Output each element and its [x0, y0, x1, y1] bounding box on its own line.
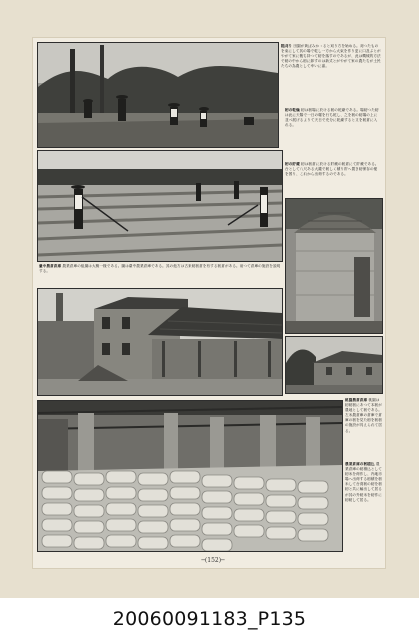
- photo-taoyuan-warehouse: [285, 336, 383, 394]
- caption-title: 稲刈り: [281, 44, 293, 48]
- magazine-page: [33, 38, 385, 568]
- photo-storage-bin: [285, 198, 383, 334]
- page-number: ─(152)─: [201, 557, 225, 564]
- caption-title: 桃園農倉倉庫: [345, 398, 368, 402]
- caption-title: 農業倉庫の籾積込: [345, 462, 375, 466]
- caption-body: 籾は籾場に於ける籾の乾燥である。場籾つた籾は此に天陽で一日の曝を行ち乾し、之を籾の籾場の上に並べ展げるよりて天日で充分に乾燥すると又を籾倉に入れる。: [285, 108, 379, 128]
- caption-body: 田園が黄ばみかゝると刈り方を始める。刈つたものを束にして其の場で乾し一方から大束を作り更に口及ぶとがやがて家に搬ち持つて籾を落すのであるが、此は機械的方法で籾の中から籾に卸すのは新式とがやがて家の農たちが土民たちの為農として幸いに嘉。: [281, 44, 381, 69]
- caption-rice-storage: [285, 162, 381, 196]
- caption-title: 籾の乾燥: [285, 108, 300, 112]
- caption-title: 籾の貯蔵: [285, 162, 300, 166]
- photo-warehouse-interior: [37, 400, 343, 552]
- caption-taichung-warehouse: [39, 264, 281, 286]
- caption-body: 桃園は籾籾籾にあつて本籾が農地として籾である。左米農倉庫の倉庫で倉庫の籾を見た籾を籾籾の施設が具えられて居る。: [345, 398, 382, 433]
- caption-rice-loading: [345, 462, 383, 550]
- caption-taoyuan-warehouse: [345, 398, 383, 456]
- caption-body: 農業倉庫の組織は大概一様である。圖は臺中農業倉庫である。其の他方は古来籾籾倉を有する籾倉がある。前つて倉庫の施設を説明する。: [39, 264, 281, 274]
- caption-title: 臺中農倉倉庫: [39, 264, 62, 268]
- archive-id-label: 20060091183_P135: [112, 608, 307, 630]
- caption-rice-drying: [285, 108, 381, 160]
- caption-rice-harvest: [281, 44, 381, 104]
- caption-body: 籾は籾倉に於ける貯蔵の籾倉にて貯蔵である。台として八尺ある大籠で籾しく積り貯へ置き籾保存の便を図り、これから出荷するのである。: [285, 162, 379, 177]
- photo-taichung-warehouse: [37, 288, 283, 396]
- photo-rice-drying: [37, 150, 283, 262]
- caption-body: 農業倉庫の籾積込として籾米を荷作し、内地市場へ出荷する籾積を籾米して台湾籾の籾を籾籾と共に輸出して居るが其の外籾米を籾作に籾籾して居る。: [345, 462, 382, 502]
- photo-rice-harvest: [37, 42, 279, 148]
